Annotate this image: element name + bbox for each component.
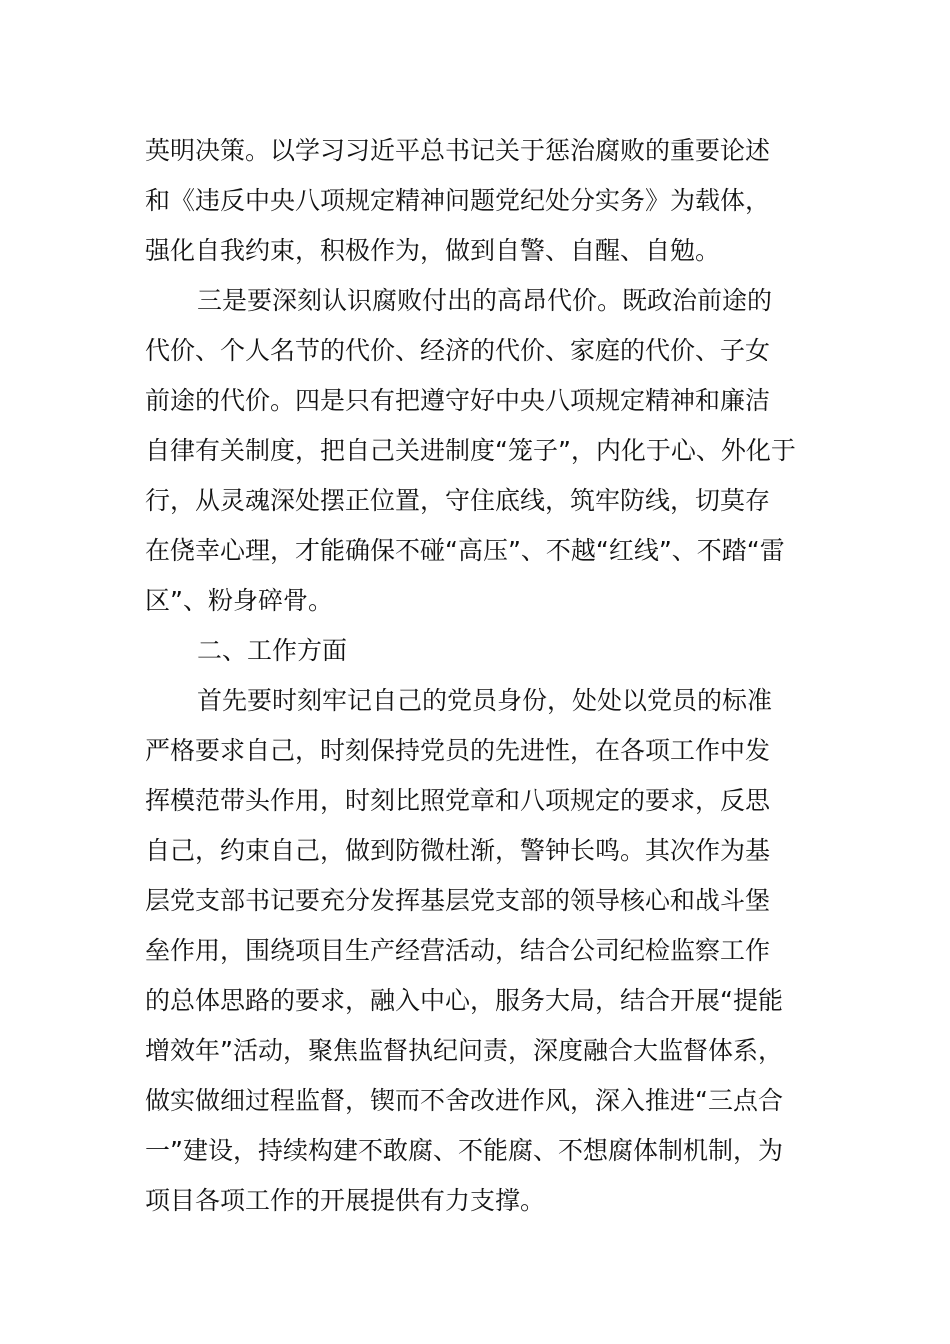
text-line: 垒作用，围绕项目生产经营活动，结合公司纪检监察工作 [145, 936, 771, 965]
text-line: 挥模范带头作用，时刻比照党章和八项规定的要求，反思 [145, 786, 771, 815]
text-line: 项目各项工作的开展提供有力支撑。 [145, 1186, 546, 1215]
text-line: 一”建设，持续构建不敢腐、不能腐、不想腐体制机制，为 [145, 1136, 783, 1165]
text-line: 严格要求自己，时刻保持党员的先进性，在各项工作中发 [145, 736, 771, 765]
text-line: 英明决策。以学习习近平总书记关于惩治腐败的重要论述 [145, 136, 771, 165]
document-body [145, 126, 805, 1226]
text-line: 代价、个人名节的代价、经济的代价、家庭的代价、子女 [145, 336, 771, 365]
text-line: 行，从灵魂深处摆正位置，守住底线，筑牢防线，切莫存 [145, 486, 771, 515]
paragraph-start-line: 三是要深刻认识腐败付出的高昂代价。既政治前途的 [197, 286, 773, 315]
text-line: 层党支部书记要充分发挥基层党支部的领导核心和战斗堡 [145, 886, 771, 915]
text-line: 在侥幸心理，才能确保不碰“高压”、不越“红线”、不踏“雷 [145, 536, 785, 565]
text-line: 强化自我约束，积极作为，做到自警、自醒、自勉。 [145, 236, 721, 265]
text-line: 自律有关制度，把自己关进制度“笼子”，内化于心、外化于 [145, 436, 796, 465]
paragraph-start-line: 首先要时刻牢记自己的党员身份，处处以党员的标准 [197, 686, 773, 715]
text-line: 自己，约束自己，做到防微杜渐，警钟长鸣。其次作为基 [145, 836, 771, 865]
text-line: 增效年”活动，聚焦监督执纪问责，深度融合大监督体系， [145, 1036, 783, 1065]
text-line: 区”、粉身碎骨。 [145, 586, 333, 615]
text-line: 的总体思路的要求，融入中心，服务大局，结合开展“提能 [145, 986, 783, 1015]
text-line: 做实做细过程监督，锲而不舍改进作风，深入推进“三点合 [145, 1086, 783, 1115]
section-heading: 二、工作方面 [197, 636, 348, 665]
text-line: 前途的代价。四是只有把遵守好中央八项规定精神和廉洁 [145, 386, 771, 415]
text-line: 和《违反中央八项规定精神问题党纪处分实务》为载体， [145, 186, 771, 215]
